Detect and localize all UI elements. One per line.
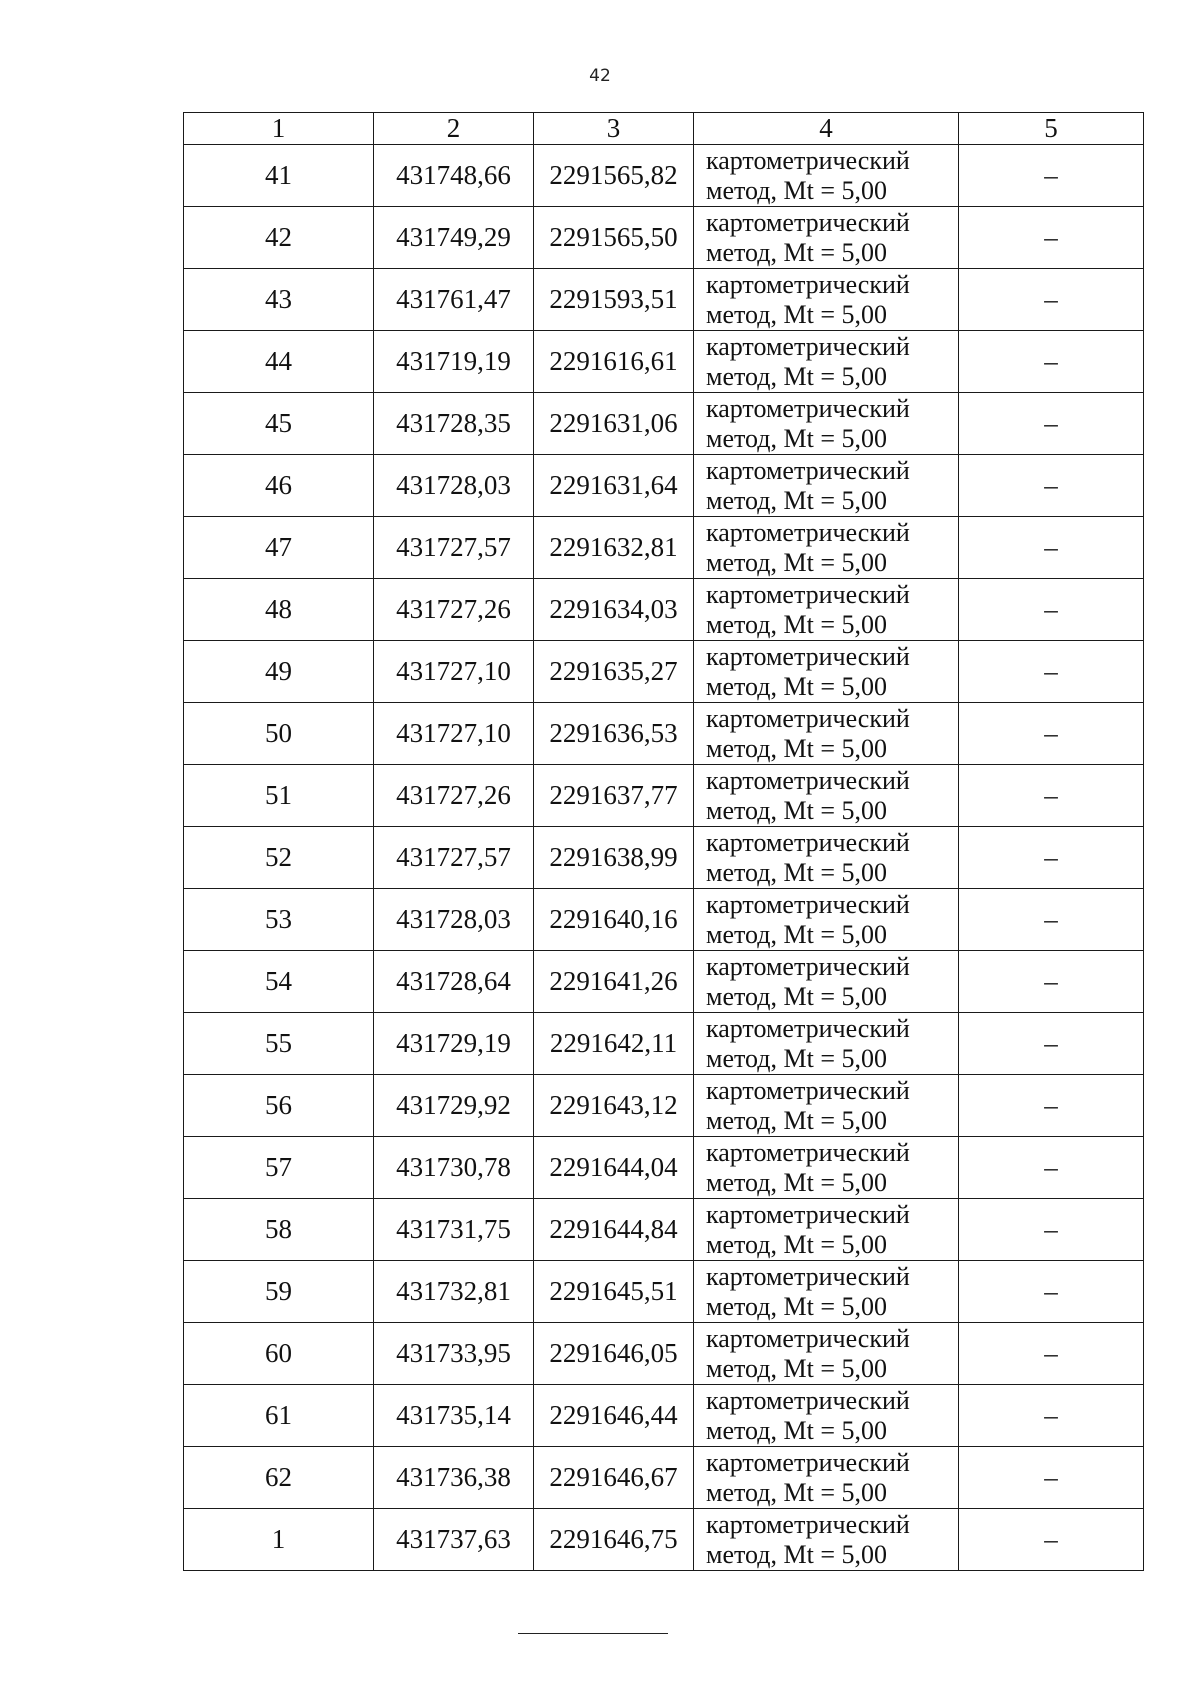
point-number-cell: 51 bbox=[184, 765, 374, 827]
method-line-1: картометрический bbox=[706, 1323, 910, 1353]
table-row bbox=[184, 455, 1144, 517]
method-cell bbox=[694, 1075, 959, 1137]
x-coordinate-cell: 431735,14 bbox=[374, 1385, 534, 1447]
note-cell: – bbox=[959, 1199, 1144, 1261]
table-row bbox=[184, 517, 1144, 579]
x-coordinate-cell: 431727,10 bbox=[374, 641, 534, 703]
method-line-2: метод, Mt = 5,00 bbox=[706, 1291, 887, 1321]
method-cell bbox=[694, 1013, 959, 1075]
y-coordinate-cell: 2291593,51 bbox=[534, 269, 694, 331]
header-col-1: 1 bbox=[184, 113, 374, 145]
x-coordinate-cell: 431749,29 bbox=[374, 207, 534, 269]
note-cell: – bbox=[959, 517, 1144, 579]
note-cell: – bbox=[959, 393, 1144, 455]
point-number-cell: 61 bbox=[184, 1385, 374, 1447]
note-cell: – bbox=[959, 1385, 1144, 1447]
method-cell bbox=[694, 393, 959, 455]
x-coordinate-cell: 431728,64 bbox=[374, 951, 534, 1013]
point-number-cell: 46 bbox=[184, 455, 374, 517]
method-cell bbox=[694, 951, 959, 1013]
y-coordinate-cell: 2291645,51 bbox=[534, 1261, 694, 1323]
point-number-cell: 58 bbox=[184, 1199, 374, 1261]
method-line-2: метод, Mt = 5,00 bbox=[706, 237, 887, 267]
x-coordinate-cell: 431727,10 bbox=[374, 703, 534, 765]
method-line-1: картометрический bbox=[706, 1013, 910, 1043]
y-coordinate-cell: 2291642,11 bbox=[534, 1013, 694, 1075]
method-line-1: картометрический bbox=[706, 393, 910, 423]
x-coordinate-cell: 431728,03 bbox=[374, 455, 534, 517]
note-cell: – bbox=[959, 331, 1144, 393]
coordinates-table bbox=[183, 112, 1144, 1571]
y-coordinate-cell: 2291616,61 bbox=[534, 331, 694, 393]
method-line-1: картометрический bbox=[706, 641, 910, 671]
note-cell: – bbox=[959, 1509, 1144, 1571]
method-line-1: картометрический bbox=[706, 455, 910, 485]
method-cell bbox=[694, 1509, 959, 1571]
method-cell bbox=[694, 269, 959, 331]
note-cell: – bbox=[959, 641, 1144, 703]
table-row bbox=[184, 207, 1144, 269]
point-number-cell: 54 bbox=[184, 951, 374, 1013]
x-coordinate-cell: 431728,35 bbox=[374, 393, 534, 455]
y-coordinate-cell: 2291646,67 bbox=[534, 1447, 694, 1509]
x-coordinate-cell: 431728,03 bbox=[374, 889, 534, 951]
y-coordinate-cell: 2291646,05 bbox=[534, 1323, 694, 1385]
method-line-1: картометрический bbox=[706, 331, 910, 361]
table-row bbox=[184, 951, 1144, 1013]
point-number-cell: 59 bbox=[184, 1261, 374, 1323]
method-line-2: метод, Mt = 5,00 bbox=[706, 1167, 887, 1197]
y-coordinate-cell: 2291641,26 bbox=[534, 951, 694, 1013]
method-line-2: метод, Mt = 5,00 bbox=[706, 671, 887, 701]
table-row bbox=[184, 1199, 1144, 1261]
y-coordinate-cell: 2291636,53 bbox=[534, 703, 694, 765]
header-col-4: 4 bbox=[694, 113, 959, 145]
method-cell bbox=[694, 889, 959, 951]
note-cell: – bbox=[959, 269, 1144, 331]
method-line-2: метод, Mt = 5,00 bbox=[706, 1105, 887, 1135]
method-line-2: метод, Mt = 5,00 bbox=[706, 175, 887, 205]
method-line-2: метод, Mt = 5,00 bbox=[706, 981, 887, 1011]
header-col-5: 5 bbox=[959, 113, 1144, 145]
note-cell: – bbox=[959, 1013, 1144, 1075]
x-coordinate-cell: 431731,75 bbox=[374, 1199, 534, 1261]
method-line-2: метод, Mt = 5,00 bbox=[706, 1477, 887, 1507]
table-row bbox=[184, 1323, 1144, 1385]
x-coordinate-cell: 431732,81 bbox=[374, 1261, 534, 1323]
method-line-1: картометрический bbox=[706, 1137, 910, 1167]
y-coordinate-cell: 2291646,44 bbox=[534, 1385, 694, 1447]
note-cell: – bbox=[959, 827, 1144, 889]
method-line-1: картометрический bbox=[706, 579, 910, 609]
table-row bbox=[184, 1509, 1144, 1571]
method-line-1: картометрический bbox=[706, 765, 910, 795]
y-coordinate-cell: 2291644,84 bbox=[534, 1199, 694, 1261]
note-cell: – bbox=[959, 145, 1144, 207]
method-cell bbox=[694, 827, 959, 889]
x-coordinate-cell: 431729,19 bbox=[374, 1013, 534, 1075]
method-cell bbox=[694, 145, 959, 207]
header-col-2: 2 bbox=[374, 113, 534, 145]
page-number: 42 bbox=[589, 66, 611, 86]
method-line-2: метод, Mt = 5,00 bbox=[706, 1043, 887, 1073]
y-coordinate-cell: 2291632,81 bbox=[534, 517, 694, 579]
x-coordinate-cell: 431736,38 bbox=[374, 1447, 534, 1509]
x-coordinate-cell: 431727,57 bbox=[374, 517, 534, 579]
y-coordinate-cell: 2291638,99 bbox=[534, 827, 694, 889]
point-number-cell: 60 bbox=[184, 1323, 374, 1385]
method-cell bbox=[694, 1137, 959, 1199]
y-coordinate-cell: 2291634,03 bbox=[534, 579, 694, 641]
method-line-1: картометрический bbox=[706, 951, 910, 981]
point-number-cell: 43 bbox=[184, 269, 374, 331]
method-line-1: картометрический bbox=[706, 703, 910, 733]
point-number-cell: 56 bbox=[184, 1075, 374, 1137]
method-cell bbox=[694, 765, 959, 827]
method-cell bbox=[694, 641, 959, 703]
point-number-cell: 41 bbox=[184, 145, 374, 207]
y-coordinate-cell: 2291637,77 bbox=[534, 765, 694, 827]
method-line-1: картометрический bbox=[706, 145, 910, 175]
note-cell: – bbox=[959, 889, 1144, 951]
method-cell bbox=[694, 579, 959, 641]
table-row bbox=[184, 145, 1144, 207]
point-number-cell: 62 bbox=[184, 1447, 374, 1509]
point-number-cell: 53 bbox=[184, 889, 374, 951]
method-line-1: картометрический bbox=[706, 889, 910, 919]
note-cell: – bbox=[959, 207, 1144, 269]
method-line-2: метод, Mt = 5,00 bbox=[706, 795, 887, 825]
table-row bbox=[184, 889, 1144, 951]
table-header bbox=[184, 113, 1144, 145]
table-row bbox=[184, 1013, 1144, 1075]
method-cell bbox=[694, 1261, 959, 1323]
method-line-2: метод, Mt = 5,00 bbox=[706, 1539, 887, 1569]
method-line-1: картометрический bbox=[706, 827, 910, 857]
table-row bbox=[184, 269, 1144, 331]
y-coordinate-cell: 2291643,12 bbox=[534, 1075, 694, 1137]
method-line-2: метод, Mt = 5,00 bbox=[706, 609, 887, 639]
table-row bbox=[184, 393, 1144, 455]
method-cell bbox=[694, 331, 959, 393]
table-row bbox=[184, 1447, 1144, 1509]
point-number-cell: 48 bbox=[184, 579, 374, 641]
method-line-2: метод, Mt = 5,00 bbox=[706, 733, 887, 763]
table-row bbox=[184, 1075, 1144, 1137]
y-coordinate-cell: 2291565,82 bbox=[534, 145, 694, 207]
note-cell: – bbox=[959, 951, 1144, 1013]
method-line-2: метод, Mt = 5,00 bbox=[706, 919, 887, 949]
x-coordinate-cell: 431730,78 bbox=[374, 1137, 534, 1199]
y-coordinate-cell: 2291644,04 bbox=[534, 1137, 694, 1199]
method-line-1: картометрический bbox=[706, 1385, 910, 1415]
method-cell bbox=[694, 703, 959, 765]
point-number-cell: 55 bbox=[184, 1013, 374, 1075]
point-number-cell: 52 bbox=[184, 827, 374, 889]
y-coordinate-cell: 2291646,75 bbox=[534, 1509, 694, 1571]
table-row bbox=[184, 1137, 1144, 1199]
note-cell: – bbox=[959, 765, 1144, 827]
x-coordinate-cell: 431719,19 bbox=[374, 331, 534, 393]
x-coordinate-cell: 431733,95 bbox=[374, 1323, 534, 1385]
note-cell: – bbox=[959, 455, 1144, 517]
method-cell bbox=[694, 517, 959, 579]
table-row bbox=[184, 331, 1144, 393]
method-line-2: метод, Mt = 5,00 bbox=[706, 1229, 887, 1259]
x-coordinate-cell: 431729,92 bbox=[374, 1075, 534, 1137]
x-coordinate-cell: 431761,47 bbox=[374, 269, 534, 331]
table-body bbox=[184, 145, 1144, 1571]
point-number-cell: 44 bbox=[184, 331, 374, 393]
y-coordinate-cell: 2291640,16 bbox=[534, 889, 694, 951]
header-col-3: 3 bbox=[534, 113, 694, 145]
x-coordinate-cell: 431727,26 bbox=[374, 765, 534, 827]
method-cell bbox=[694, 207, 959, 269]
method-line-2: метод, Mt = 5,00 bbox=[706, 423, 887, 453]
table-row bbox=[184, 703, 1144, 765]
point-number-cell: 49 bbox=[184, 641, 374, 703]
method-line-1: картометрический bbox=[706, 1509, 910, 1539]
x-coordinate-cell: 431727,26 bbox=[374, 579, 534, 641]
note-cell: – bbox=[959, 579, 1144, 641]
method-cell bbox=[694, 1447, 959, 1509]
table-row bbox=[184, 765, 1144, 827]
method-line-2: метод, Mt = 5,00 bbox=[706, 361, 887, 391]
x-coordinate-cell: 431737,63 bbox=[374, 1509, 534, 1571]
table-row bbox=[184, 1261, 1144, 1323]
method-line-2: метод, Mt = 5,00 bbox=[706, 1415, 887, 1445]
note-cell: – bbox=[959, 1137, 1144, 1199]
method-line-2: метод, Mt = 5,00 bbox=[706, 1353, 887, 1383]
method-line-1: картометрический bbox=[706, 1261, 910, 1291]
point-number-cell: 57 bbox=[184, 1137, 374, 1199]
y-coordinate-cell: 2291635,27 bbox=[534, 641, 694, 703]
method-line-1: картометрический bbox=[706, 269, 910, 299]
note-cell: – bbox=[959, 1447, 1144, 1509]
method-line-1: картометрический bbox=[706, 517, 910, 547]
table-row bbox=[184, 827, 1144, 889]
method-line-1: картометрический bbox=[706, 1199, 910, 1229]
point-number-cell: 1 bbox=[184, 1509, 374, 1571]
bottom-rule bbox=[518, 1633, 668, 1634]
method-line-1: картометрический bbox=[706, 1075, 910, 1105]
method-line-2: метод, Mt = 5,00 bbox=[706, 299, 887, 329]
point-number-cell: 50 bbox=[184, 703, 374, 765]
note-cell: – bbox=[959, 1075, 1144, 1137]
method-cell bbox=[694, 1199, 959, 1261]
x-coordinate-cell: 431727,57 bbox=[374, 827, 534, 889]
method-line-1: картометрический bbox=[706, 207, 910, 237]
method-cell bbox=[694, 1323, 959, 1385]
header-row bbox=[184, 113, 1144, 145]
note-cell: – bbox=[959, 1261, 1144, 1323]
point-number-cell: 42 bbox=[184, 207, 374, 269]
table-row bbox=[184, 641, 1144, 703]
point-number-cell: 47 bbox=[184, 517, 374, 579]
table-row bbox=[184, 579, 1144, 641]
method-cell bbox=[694, 1385, 959, 1447]
point-number-cell: 45 bbox=[184, 393, 374, 455]
method-cell bbox=[694, 455, 959, 517]
note-cell: – bbox=[959, 703, 1144, 765]
method-line-2: метод, Mt = 5,00 bbox=[706, 485, 887, 515]
y-coordinate-cell: 2291631,06 bbox=[534, 393, 694, 455]
x-coordinate-cell: 431748,66 bbox=[374, 145, 534, 207]
table-row bbox=[184, 1385, 1144, 1447]
method-line-2: метод, Mt = 5,00 bbox=[706, 857, 887, 887]
note-cell: – bbox=[959, 1323, 1144, 1385]
method-line-1: картометрический bbox=[706, 1447, 910, 1477]
method-line-2: метод, Mt = 5,00 bbox=[706, 547, 887, 577]
y-coordinate-cell: 2291565,50 bbox=[534, 207, 694, 269]
y-coordinate-cell: 2291631,64 bbox=[534, 455, 694, 517]
